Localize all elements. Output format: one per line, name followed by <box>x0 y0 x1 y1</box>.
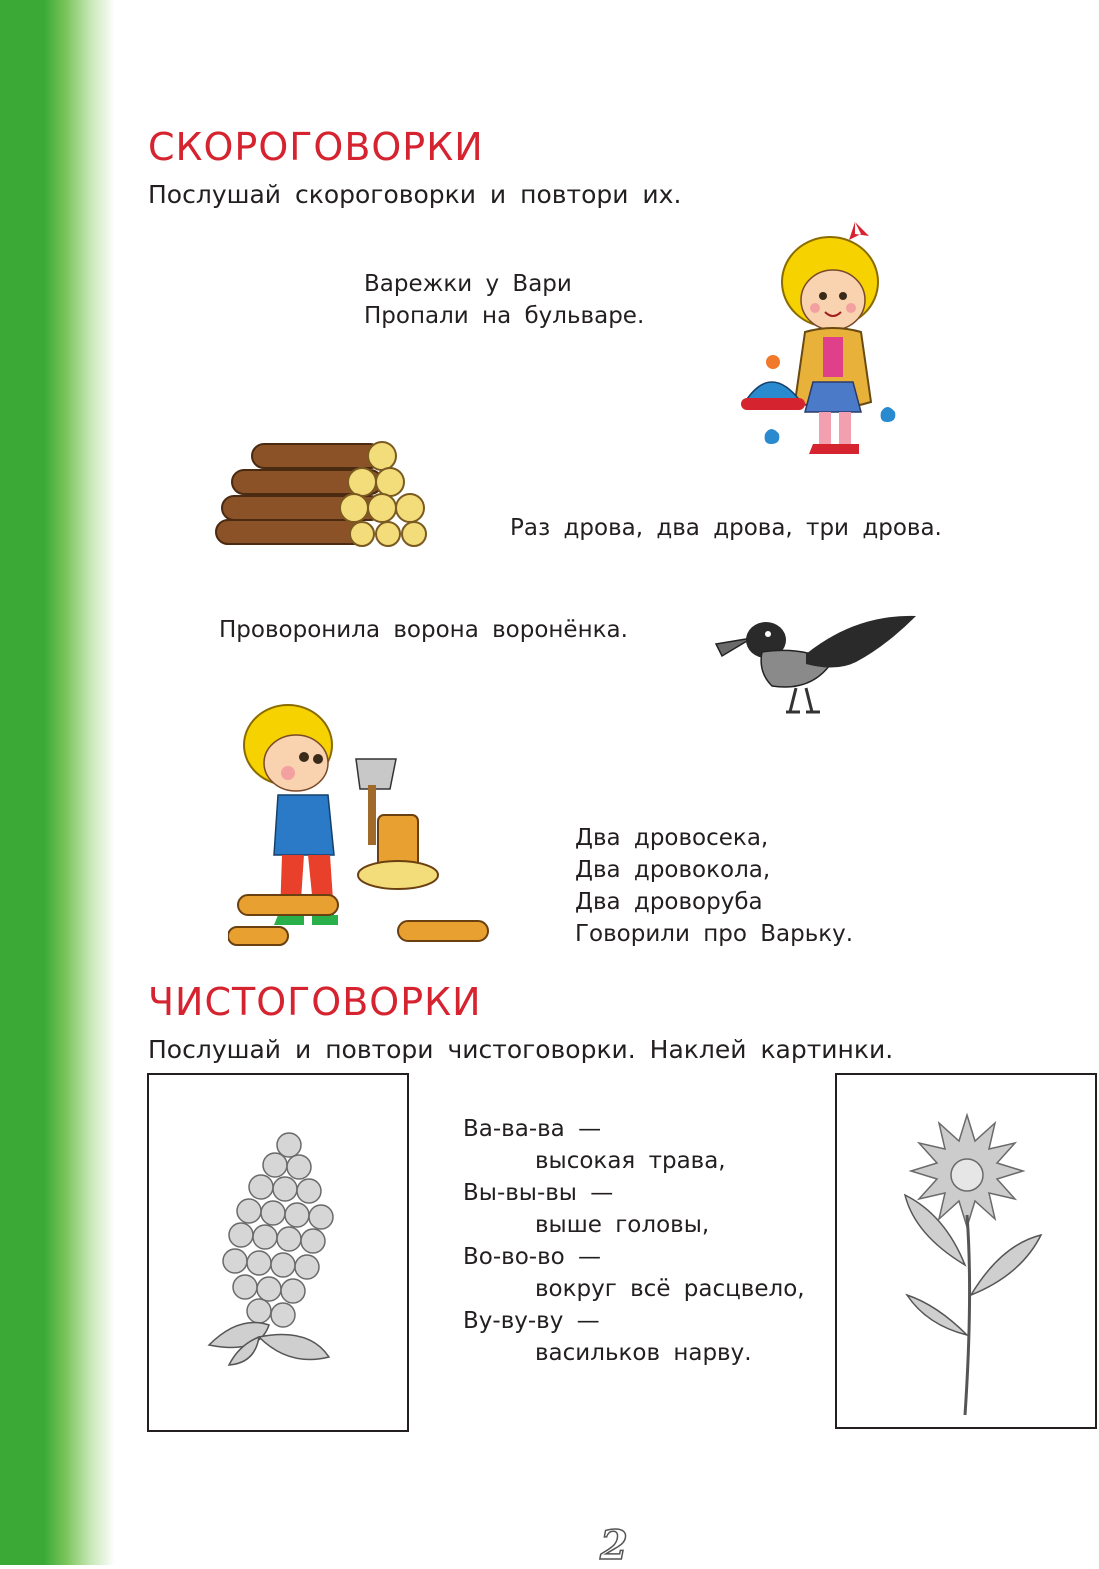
verse-line: Варежки у Вари <box>364 271 572 297</box>
lilac-flower-icon <box>149 1075 407 1430</box>
tongue-twister-2 <box>510 512 942 544</box>
sticker-frame-right[interactable] <box>835 1073 1097 1429</box>
pure-sayings-verse <box>463 1113 805 1369</box>
verse-line: Два дровокола, <box>575 857 771 883</box>
firewood-logs-icon <box>212 430 442 550</box>
syllable-line: Ва-ва-ва — <box>463 1116 602 1142</box>
verse-line: Раз дрова, два дрова, три дрова. <box>510 515 942 541</box>
crow-icon <box>706 608 926 738</box>
section-title-pure-sayings: ЧИСТОГОВОРКИ <box>148 980 482 1024</box>
section-instruction: Послушай скороговорки и повтори их. <box>148 180 682 209</box>
phrase-line: выше головы, <box>535 1212 710 1238</box>
phrase-line: вокруг всё расцвело, <box>535 1276 805 1302</box>
verse-line: Говорили про Варьку. <box>575 921 854 947</box>
section-instruction: Послушай и повтори чистоговорки. Наклей картинки. <box>148 1035 894 1064</box>
syllable-line: Ву-ву-ву — <box>463 1308 600 1334</box>
verse-line: Пропали на бульваре. <box>364 303 645 329</box>
syllable-line: Вы-вы-вы — <box>463 1180 614 1206</box>
verse-line: Два дроворуба <box>575 889 763 915</box>
cornflower-icon <box>837 1075 1095 1427</box>
sticker-frame-left[interactable] <box>147 1073 409 1432</box>
syllable-line: Во-во-во — <box>463 1244 602 1270</box>
page-number: 2 <box>600 1522 628 1569</box>
girl-with-mittens-icon <box>735 212 915 462</box>
tongue-twister-3 <box>219 614 628 646</box>
green-page-edge <box>0 0 115 1565</box>
verse-line: Два дровосека, <box>575 825 769 851</box>
tongue-twister-4 <box>575 822 853 950</box>
verse-line: Проворонила ворона воронёнка. <box>219 617 628 643</box>
boy-chopping-wood-icon <box>228 695 493 955</box>
phrase-line: васильков нарву. <box>535 1340 752 1366</box>
tongue-twister-1 <box>364 268 644 332</box>
phrase-line: высокая трава, <box>535 1148 726 1174</box>
section-title-tongue-twisters: СКОРОГОВОРКИ <box>148 125 484 169</box>
